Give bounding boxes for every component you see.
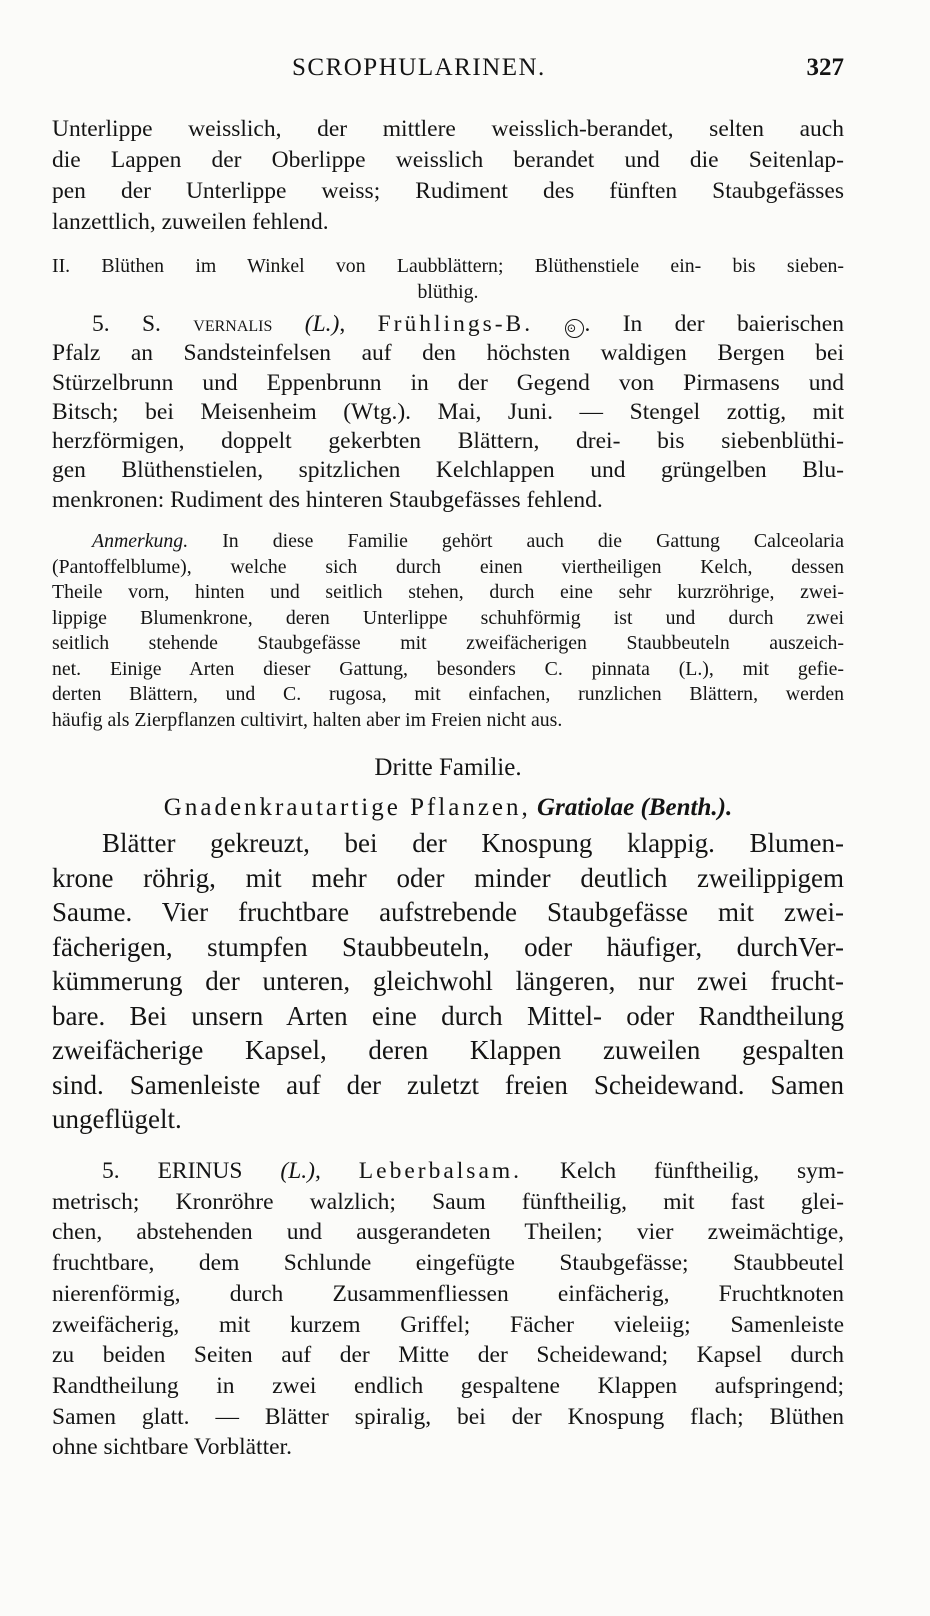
text-line: seitlich stehende Staubgefässe mit zweifächerigen Staubbeuteln auszeich- bbox=[52, 632, 844, 654]
remark-note bbox=[52, 529, 844, 733]
genus-entry-erinus bbox=[52, 1156, 844, 1463]
text-line: net. Einige Arten dieser Gattung, besonders C. pinnata (L.), mit gefie- bbox=[52, 657, 844, 680]
family-description bbox=[52, 826, 844, 1137]
text-line: sind. Samenleiste auf der zuletzt freien Scheidewand. Samen bbox=[52, 1069, 844, 1100]
text-line: Bitsch; bei Meisenheim (Wtg.). Mai, Juni. — Stengel zottig, mit bbox=[52, 398, 844, 425]
common-name: Leberbalsam. bbox=[358, 1158, 523, 1184]
genus-name: ERINUS bbox=[157, 1158, 243, 1184]
text-line: Theile vorn, hinten und seitlich stehen, durch eine sehr kurzröhrige, zwei- bbox=[52, 581, 844, 603]
text-line: zweifächerig, mit kurzem Griffel; Fächer vieleiig; Samenleiste bbox=[52, 1311, 844, 1338]
family-name: Gnadenkrautartige Pflanzen, bbox=[163, 794, 531, 821]
text-line: ohne sichtbare Vorblätter. bbox=[52, 1434, 292, 1461]
remark-first-line bbox=[52, 529, 844, 555]
genus-first-line bbox=[52, 1156, 844, 1187]
text-line: fächerigen, stumpfen Staubbeuteln, oder häufiger, durchVer- bbox=[52, 931, 844, 962]
text-line: lippige Blumenkrone, deren Unterlippe schuhförmig ist und durch zwei bbox=[52, 606, 844, 629]
text-line: bare. Bei unsern Arten eine durch Mittel- oder Randtheilung bbox=[52, 1000, 844, 1031]
species-entry-vernalis bbox=[52, 310, 844, 515]
text-line: krone röhrig, mit mehr oder minder deutlich zweilippigem bbox=[52, 862, 844, 893]
genus-number: 5. bbox=[102, 1158, 120, 1184]
text-line: Samen glatt. — Blätter spiralig, bei der Knospung flach; Blüthen bbox=[52, 1403, 844, 1430]
family-heading-block bbox=[52, 748, 844, 828]
family-heading: Dritte Familie. bbox=[374, 754, 522, 781]
key-line: blüthig. bbox=[417, 281, 479, 303]
family-latin: Gratiolae bbox=[537, 794, 635, 821]
text-line: chen, abstehenden und ausgerandeten Theilen; vier zweimächtige, bbox=[52, 1219, 844, 1246]
text-line: Randtheilung in zwei endlich gespaltene Klappen aufspringend; bbox=[52, 1372, 844, 1399]
text-line: fruchtbare, dem Schlunde eingefügte Staubgefässe; Staubbeutel bbox=[52, 1250, 844, 1277]
text-line: häufig als Zierpflanzen cultivirt, halten aber im Freien nicht aus. bbox=[52, 708, 563, 731]
line-rest: . In der baierischen bbox=[584, 311, 844, 337]
running-title: SCROPHULARINEN. bbox=[292, 54, 546, 81]
text-line: derten Blättern, und C. rugosa, mit einfachen, runzlichen Blättern, werden bbox=[52, 683, 844, 705]
family-author: (Benth.). bbox=[640, 794, 733, 821]
text-line: zu beiden Seiten auf der Mitte der Scheidewand; Kapsel durch bbox=[52, 1342, 844, 1369]
common-name: Frühlings-B. bbox=[377, 311, 534, 337]
annual-symbol-icon: ⊙ bbox=[565, 319, 584, 338]
species-name: vernalis bbox=[193, 311, 273, 337]
text-line: herzförmigen, doppelt gekerbten Blättern, drei- bis siebenblüthi- bbox=[52, 428, 844, 455]
text-line: die Lappen der Oberlippe weisslich berandet und die Seitenlap- bbox=[52, 147, 844, 173]
text-line: Unterlippe weisslich, der mittlere weisslich-berandet, selten auch bbox=[52, 116, 844, 142]
text-line: Blätter gekreuzt, bei der Knospung klappig. Blumen- bbox=[102, 828, 844, 858]
text-line: lanzettlich, zuweilen fehlend. bbox=[52, 209, 329, 235]
text-line: zweifächerige Kapsel, deren Klappen zuweilen gespalten bbox=[52, 1035, 844, 1065]
comma: , bbox=[339, 311, 346, 337]
species-author: (L.) bbox=[304, 311, 340, 337]
key-line: II. Blüthen im Winkel von Laubblättern; Blüthenstiele ein- bis sieben- bbox=[52, 255, 844, 277]
remark-label: Anmerkung. bbox=[92, 530, 189, 552]
text-line: kümmerung der unteren, gleichwohl längeren, nur zwei frucht- bbox=[52, 966, 844, 996]
text-line: ungeflügelt. bbox=[52, 1104, 182, 1134]
text-line: metrisch; Kronröhre walzlich; Saum fünftheilig, mit fast glei- bbox=[52, 1188, 844, 1215]
text-line: nierenförmig, durch Zusammenfliessen einfächerig, Fruchtknoten bbox=[52, 1280, 844, 1307]
text-line: Pfalz an Sandsteinfelsen auf den höchsten waldigen Bergen bei bbox=[52, 340, 844, 367]
text-line: Saume. Vier fruchtbare aufstrebende Staubgefässe mit zwei- bbox=[52, 897, 844, 927]
species-first-line bbox=[52, 310, 844, 339]
description-continuation bbox=[52, 114, 844, 238]
text-line: gen Blüthenstielen, spitzlichen Kelchlappen und grüngelben Blu- bbox=[52, 457, 844, 484]
page-header bbox=[52, 54, 844, 90]
line-rest: In diese Familie gehört auch die Gattung Calceolaria bbox=[222, 530, 844, 552]
text-line: pen der Unterlippe weiss; Rudiment des fünften Staubgefässes bbox=[52, 178, 844, 204]
text-line: (Pantoffelblume), welche sich durch einen viertheiligen Kelch, dessen bbox=[52, 555, 844, 578]
line-rest: Kelch fünftheilig, sym- bbox=[559, 1158, 845, 1184]
species-number: 5. S. bbox=[92, 311, 161, 337]
text-line: Stürzelbrunn und Eppenbrunn in der Gegend von Pirmasens und bbox=[52, 369, 844, 396]
page-number: 327 bbox=[806, 54, 844, 81]
key-section-II bbox=[52, 253, 844, 305]
text-line: menkronen: Rudiment des hinteren Staubgefässes fehlend. bbox=[52, 486, 603, 513]
genus-author: (L.), bbox=[280, 1158, 321, 1184]
family-title bbox=[52, 788, 844, 828]
